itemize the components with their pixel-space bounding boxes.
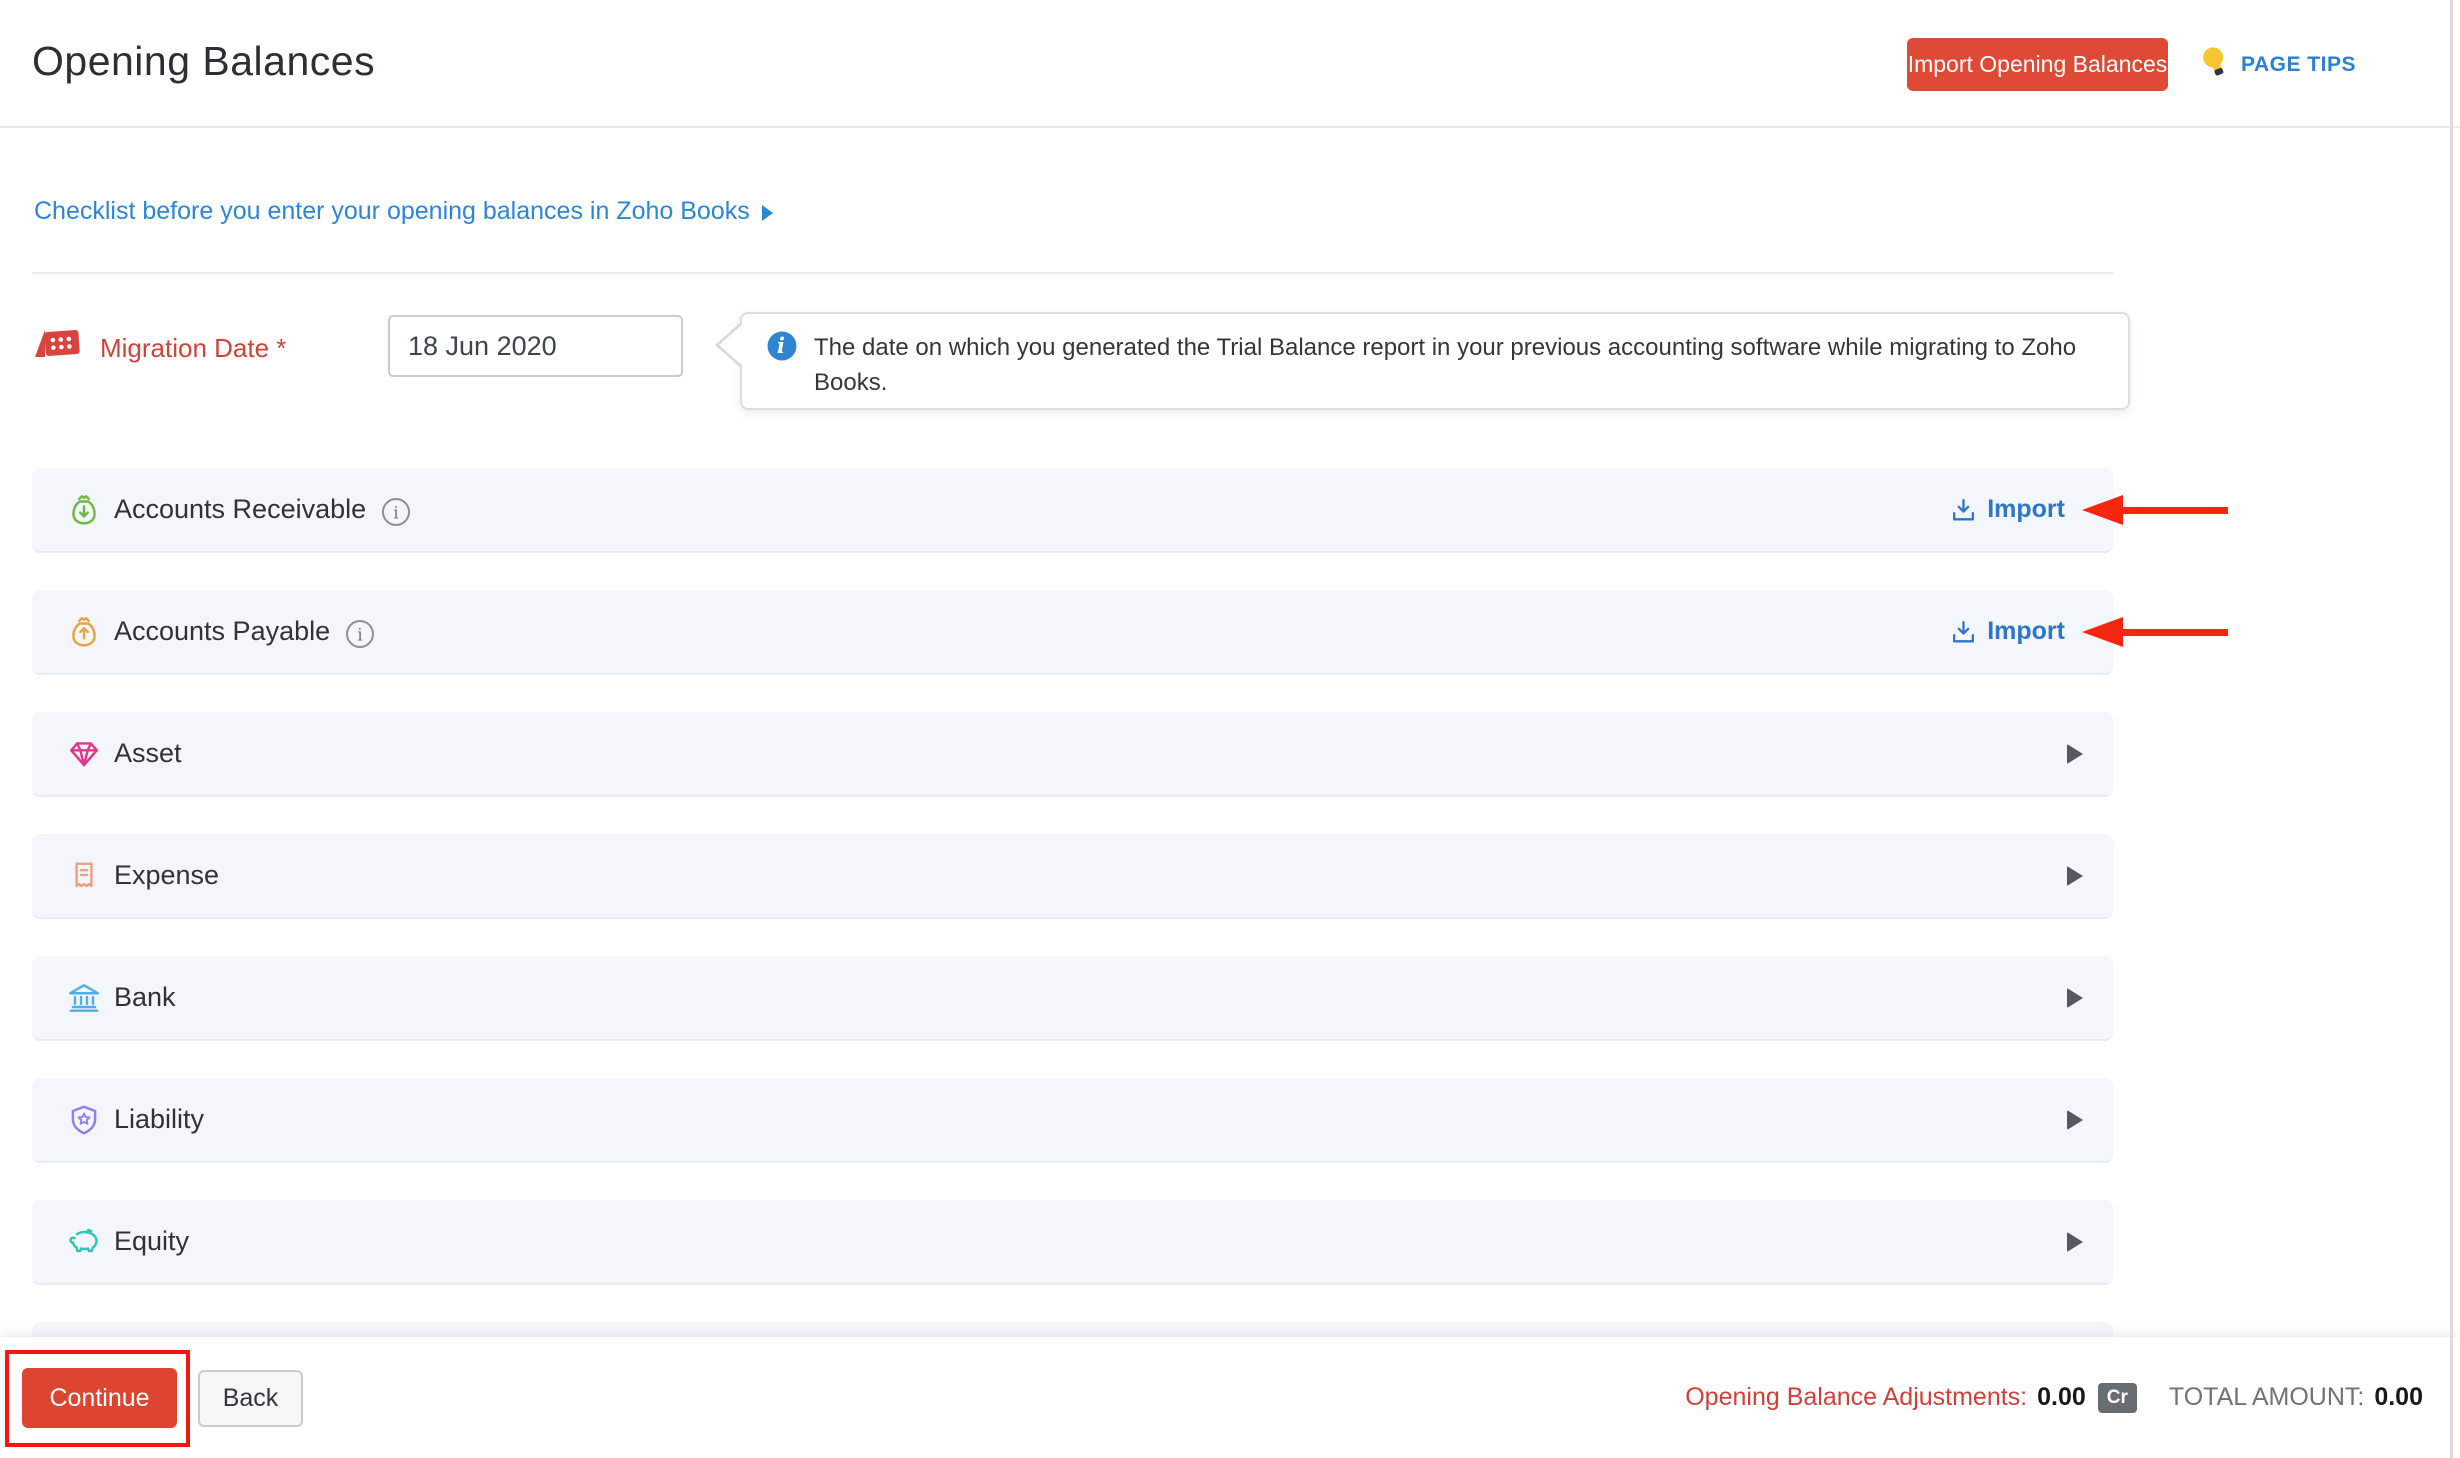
checklist-divider [32, 272, 2113, 274]
shield-star-icon [66, 1102, 102, 1138]
checklist-arrow-icon [762, 205, 773, 221]
chevron-right-icon[interactable] [2067, 744, 2083, 764]
svg-text:i: i [777, 333, 785, 358]
download-icon [1950, 497, 1977, 524]
account-row-liability[interactable] [32, 1078, 2113, 1163]
import-link[interactable] [1950, 590, 2065, 673]
footer-totals [1685, 1337, 2423, 1458]
import-link[interactable] [1950, 468, 2065, 551]
checklist-link[interactable] [34, 197, 773, 226]
account-row-expense[interactable] [32, 834, 2113, 919]
diamond-icon [66, 736, 102, 772]
import-link-label: Import [1987, 617, 2065, 645]
money-bag-up-icon [66, 614, 102, 650]
account-row-label: Accounts Receivable [114, 494, 367, 524]
account-row-accounts-receivable [32, 468, 2113, 553]
back-button[interactable]: Back [198, 1370, 303, 1427]
import-link-label: Import [1987, 495, 2065, 523]
download-icon [1950, 619, 1977, 646]
scrollbar-track[interactable] [2450, 0, 2453, 1458]
chevron-right-icon[interactable] [2067, 1232, 2083, 1252]
red-arrow-annotation [2082, 617, 2228, 647]
info-icon[interactable] [381, 497, 411, 527]
continue-button[interactable]: Continue [22, 1368, 177, 1428]
info-icon[interactable] [345, 619, 375, 649]
migration-date-tooltip [740, 312, 2130, 410]
chevron-right-icon[interactable] [2067, 866, 2083, 886]
adjustments-label: Opening Balance Adjustments: [1685, 1383, 2028, 1411]
svg-text:i: i [357, 625, 363, 645]
chevron-right-icon[interactable] [2067, 988, 2083, 1008]
total-amount-value: 0.00 [2374, 1383, 2423, 1411]
checklist-link-label: Checklist before you enter your opening balances in Zoho Books [34, 197, 750, 225]
account-row-label: Liability [114, 1104, 205, 1134]
footer-bar [0, 1337, 2460, 1458]
page-title: Opening Balances [32, 38, 376, 84]
money-bag-down-icon [66, 492, 102, 528]
import-opening-balances-button[interactable]: Import Opening Balances [1907, 38, 2168, 91]
page-tips-button[interactable] [2200, 44, 2356, 85]
account-row-bank[interactable] [32, 956, 2113, 1041]
header-divider [0, 126, 2460, 128]
total-amount-label: TOTAL AMOUNT: [2168, 1383, 2365, 1411]
account-row-label: Equity [114, 1226, 190, 1256]
account-row-label: Bank [114, 982, 176, 1012]
account-row-asset[interactable] [32, 712, 2113, 797]
account-row-equity[interactable] [32, 1200, 2113, 1285]
piggy-bank-icon [66, 1224, 102, 1260]
red-arrow-annotation [2082, 495, 2228, 525]
receipt-icon [66, 858, 102, 894]
account-row-label: Expense [114, 860, 220, 890]
calendar-migration-icon [32, 318, 82, 371]
account-row-accounts-payable [32, 590, 2113, 675]
migration-date-input[interactable] [388, 315, 683, 377]
bank-icon [66, 980, 102, 1016]
tooltip-text: The date on which you generated the Trial Balance report in your previous accounting software while migrating to Zoho Books. [814, 334, 2077, 396]
page-tips-label: PAGE TIPS [2241, 52, 2356, 76]
lightbulb-icon [2200, 44, 2230, 85]
chevron-right-icon[interactable] [2067, 1110, 2083, 1130]
account-row-label: Accounts Payable [114, 616, 331, 646]
adjustments-value: 0.00 [2037, 1383, 2086, 1411]
svg-text:i: i [393, 503, 399, 523]
account-row-label: Asset [114, 738, 182, 768]
tooltip-info-icon [766, 330, 798, 367]
credit-badge: Cr [2098, 1383, 2137, 1413]
migration-date-label: Migration Date * [100, 333, 287, 363]
